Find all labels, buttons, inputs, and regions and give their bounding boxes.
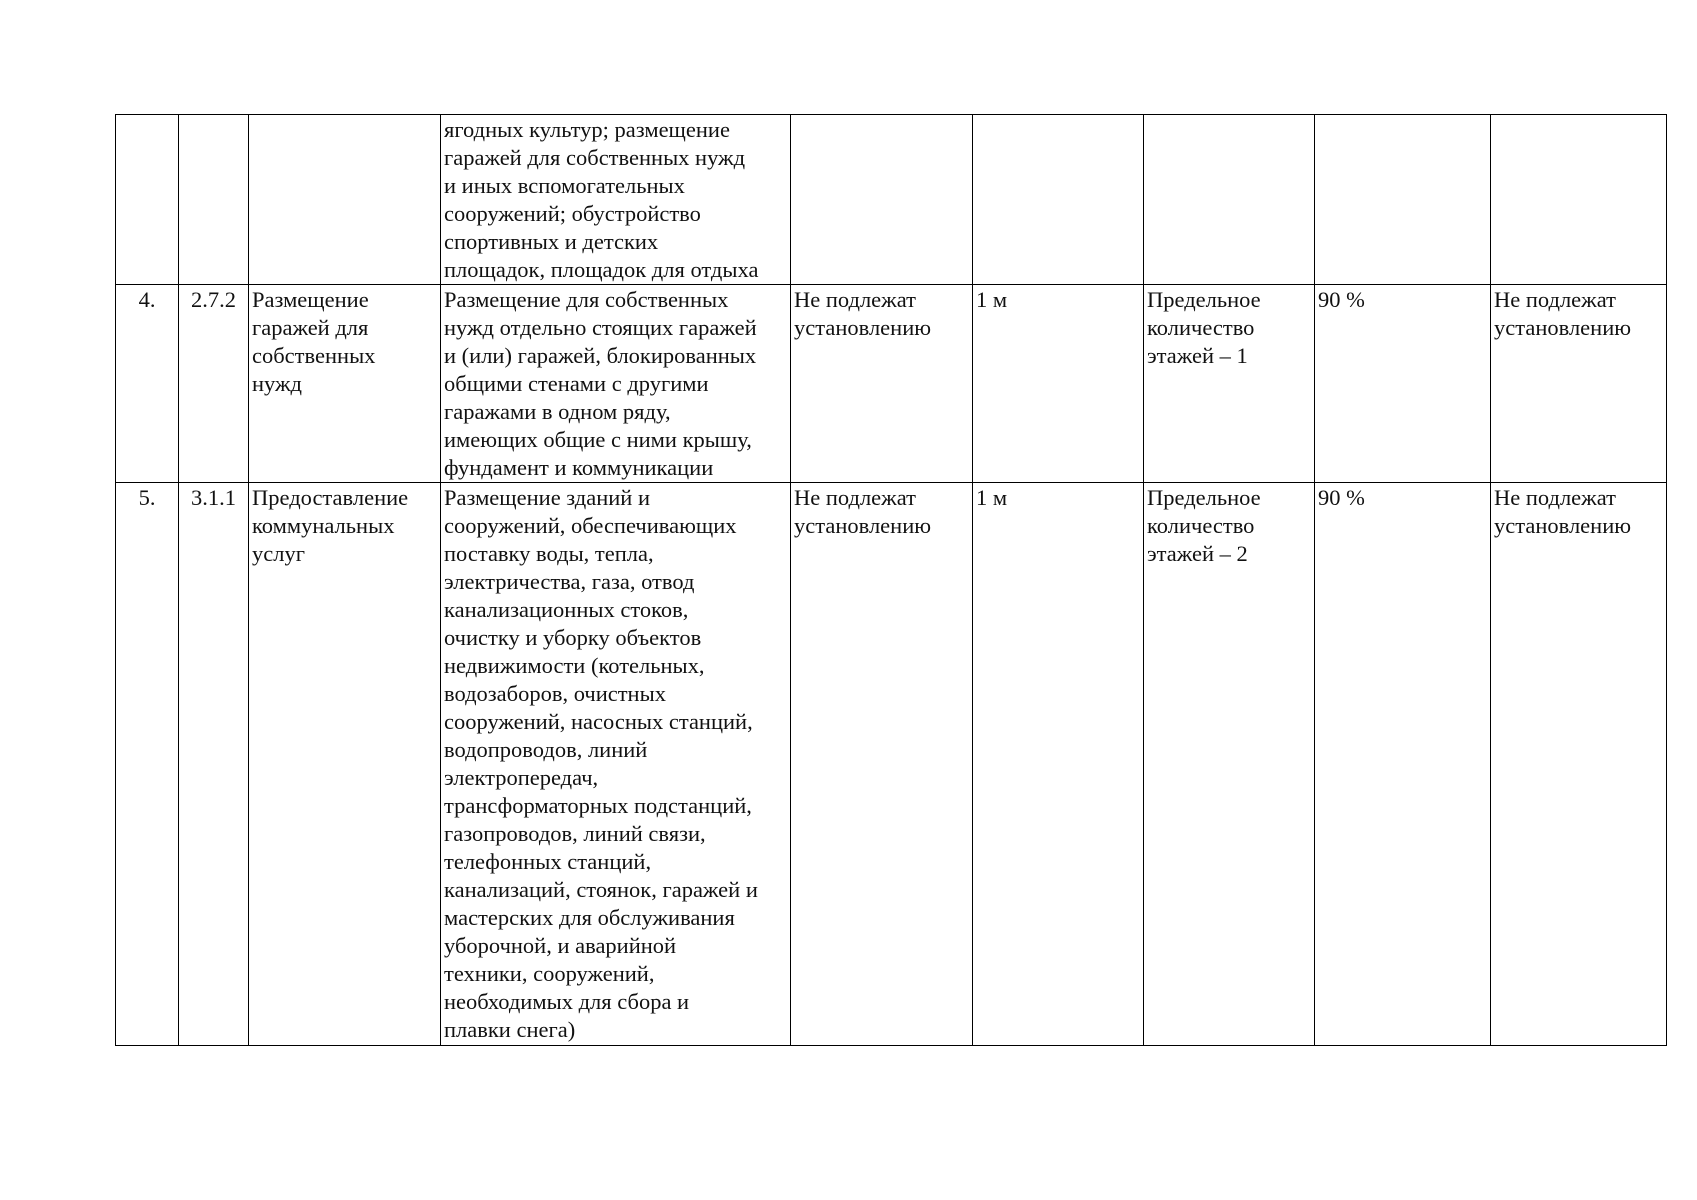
table-row: [116, 483, 1667, 1046]
row-number-cell: 4.: [116, 285, 179, 483]
use-description-cell: Размещение для собственных нужд отдельно стоящих гаражей и (или) гаражей, блокированных общими стенами с другими гаражами в одном ряду, имеющих общие с ними крышу, фундамент и коммуникации: [441, 285, 791, 483]
coverage-cell: 90 %: [1315, 285, 1491, 483]
floors-cell: [1144, 115, 1315, 285]
use-code-cell: 3.1.1: [179, 483, 249, 1046]
floors-cell: Предельное количество этажей – 1: [1144, 285, 1315, 483]
setback-cell: 1 м: [973, 483, 1144, 1046]
floors-cell: Предельное количество этажей – 2: [1144, 483, 1315, 1046]
land-use-regulations-table: [115, 114, 1667, 1046]
table-row: [116, 285, 1667, 483]
use-code-cell: [179, 115, 249, 285]
other-params-cell: [1491, 115, 1667, 285]
coverage-cell: [1315, 115, 1491, 285]
setback-cell: 1 м: [973, 285, 1144, 483]
other-params-cell: Не подлежат установлению: [1491, 285, 1667, 483]
use-name-cell: [249, 115, 441, 285]
row-number-cell: 5.: [116, 483, 179, 1046]
row-number-cell: [116, 115, 179, 285]
use-description-cell: ягодных культур; размещение гаражей для собственных нужд и иных вспомогательных сооружений; обустройство спортивных и детских площадок, площадок для отдыха: [441, 115, 791, 285]
use-code-cell: 2.7.2: [179, 285, 249, 483]
table-row: [116, 115, 1667, 285]
setback-cell: [973, 115, 1144, 285]
use-name-cell: Размещение гаражей для собственных нужд: [249, 285, 441, 483]
min-area-cell: [791, 115, 973, 285]
other-params-cell: Не подлежат установлению: [1491, 483, 1667, 1046]
min-area-cell: Не подлежат установлению: [791, 483, 973, 1046]
use-name-cell: Предоставление коммунальных услуг: [249, 483, 441, 1046]
document-page: [115, 114, 1667, 1046]
min-area-cell: Не подлежат установлению: [791, 285, 973, 483]
use-description-cell: Размещение зданий и сооружений, обеспечивающих поставку воды, тепла, электричества, газа, отвод канализационных стоков, очистку и уборку объектов недвижимости (котельных, водозаборов, очистных сооружений, насосных станций, водопроводов, линий электропередач, трансформаторных подстанций, газопроводов, линий связи, телефонных станций, канализаций, стоянок, гаражей и мастерских для обслуживания уборочной, и аварийной техники, сооружений, необходимых для сбора и плавки снега): [441, 483, 791, 1046]
coverage-cell: 90 %: [1315, 483, 1491, 1046]
